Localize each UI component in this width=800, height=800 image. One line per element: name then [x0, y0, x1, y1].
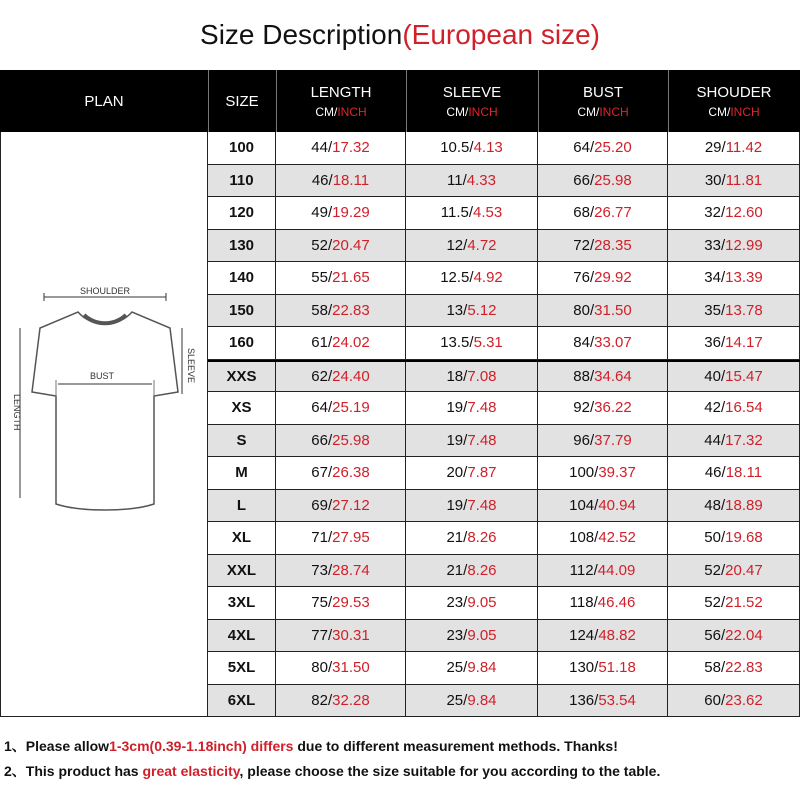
bust-cell: [538, 295, 668, 327]
length-cell: [276, 327, 406, 359]
bust-inch-value: 31.50: [594, 301, 632, 319]
shoulder-cm-value: 40/: [704, 367, 726, 385]
length-inch-value: 20.47: [332, 236, 370, 254]
bust-cell: [538, 457, 668, 489]
sleeve-cm-value: 11/: [447, 171, 467, 189]
sleeve-cm-value: 20/: [446, 464, 468, 482]
note-1-accent: 1-3cm(0.39-1.18inch) differs: [109, 738, 294, 754]
length-inch-value: 25.19: [332, 399, 370, 417]
bust-cell: [538, 392, 668, 424]
length-cm-value: 62/: [311, 367, 333, 385]
sleeve-cell: [406, 197, 538, 229]
size-cell: 3XL: [208, 587, 276, 619]
table-row: [208, 262, 800, 295]
length-inch-value: 17.32: [332, 139, 370, 157]
shoulder-cell: [668, 620, 800, 652]
bust-cell: [538, 652, 668, 684]
tshirt-icon: [0, 132, 206, 717]
bust-cm-value: 84/: [573, 334, 595, 352]
bust-inch-value: 48.82: [598, 626, 636, 644]
shoulder-label: SHOULDER: [79, 286, 131, 296]
size-cell: 5XL: [208, 652, 276, 684]
length-cell: [276, 555, 406, 587]
shoulder-cell: [668, 425, 800, 457]
length-cm-value: 66/: [311, 431, 333, 449]
sleeve-cell: [406, 362, 538, 392]
shoulder-cm-value: 44/: [704, 431, 726, 449]
shoulder-inch-value: 13.39: [725, 269, 763, 287]
table-row: [208, 587, 800, 620]
shoulder-inch-value: 19.68: [725, 529, 763, 547]
length-cm-value: 46/: [311, 171, 333, 189]
sleeve-inch-value: 8.26: [467, 529, 497, 547]
unit-inch: INCH: [468, 104, 498, 119]
sleeve-cm-value: 18/: [446, 367, 468, 385]
header-bust-label: BUST: [582, 83, 623, 101]
size-cell: L: [208, 490, 276, 522]
size-cell: 150: [208, 295, 276, 327]
note-1-prefix: 1、Please allow: [4, 738, 110, 754]
bust-label: BUST: [89, 371, 115, 381]
length-cell: [276, 620, 406, 652]
sleeve-cm-value: 13.5/: [440, 334, 474, 352]
shoulder-cm-value: 50/: [704, 529, 726, 547]
bust-inch-value: 39.37: [598, 464, 636, 482]
shoulder-cell: [668, 132, 800, 164]
shoulder-inch-value: 18.11: [725, 464, 763, 482]
shoulder-cm-value: 48/: [704, 496, 726, 514]
sleeve-cm-value: 25/: [446, 659, 468, 677]
bust-cell: [538, 685, 668, 717]
bust-cm-value: 96/: [573, 431, 595, 449]
note-2-accent: great elasticity: [142, 763, 240, 779]
size-cell: 4XL: [208, 620, 276, 652]
bust-cell: [538, 620, 668, 652]
table-row: [208, 327, 800, 360]
length-cm-value: 69/: [311, 496, 333, 514]
shoulder-cell: [668, 327, 800, 359]
table-row: [208, 132, 800, 165]
length-inch-value: 24.40: [332, 367, 370, 385]
sleeve-cm-value: 19/: [446, 431, 468, 449]
length-cell: [276, 490, 406, 522]
length-cell: [276, 392, 406, 424]
length-cm-value: 71/: [311, 529, 333, 547]
bust-cm-value: 66/: [573, 171, 595, 189]
unit-inch: INCH: [599, 104, 629, 119]
table-row: [208, 165, 800, 198]
bust-inch-value: 42.52: [598, 529, 636, 547]
bust-inch-value: 26.77: [594, 204, 632, 222]
sleeve-inch-value: 7.87: [467, 464, 497, 482]
bust-cm-value: 76/: [573, 269, 595, 287]
shoulder-cell: [668, 522, 800, 554]
sleeve-inch-value: 9.05: [467, 594, 497, 612]
sleeve-cell: [406, 295, 538, 327]
sleeve-cell: [406, 230, 538, 262]
bust-cm-value: 80/: [573, 301, 595, 319]
header-bust: [538, 70, 668, 132]
length-cell: [276, 522, 406, 554]
table-row: [208, 295, 800, 328]
length-cell: [276, 425, 406, 457]
bust-inch-value: 40.94: [598, 496, 636, 514]
length-cell: [276, 262, 406, 294]
bust-inch-value: 25.20: [594, 139, 632, 157]
length-inch-value: 31.50: [332, 659, 370, 677]
size-cell: 140: [208, 262, 276, 294]
sleeve-inch-value: 9.84: [467, 659, 497, 677]
shoulder-cell: [668, 490, 800, 522]
length-cm-value: 80/: [311, 659, 333, 677]
length-cm-value: 44/: [311, 139, 333, 157]
shoulder-inch-value: 13.78: [725, 301, 763, 319]
sleeve-cm-value: 10.5/: [440, 139, 474, 157]
bust-cell: [538, 230, 668, 262]
size-cell: S: [208, 425, 276, 457]
bust-inch-value: 37.79: [594, 431, 632, 449]
sleeve-cm-value: 23/: [446, 594, 468, 612]
size-table: [208, 132, 800, 717]
header-shoulder: [668, 70, 800, 132]
shoulder-cm-value: 30/: [704, 171, 726, 189]
shoulder-cell: [668, 362, 800, 392]
bust-cm-value: 68/: [573, 204, 595, 222]
sleeve-cm-value: 21/: [446, 561, 468, 579]
bust-cm-value: 124/: [569, 626, 599, 644]
header-plan-label: PLAN: [84, 92, 124, 110]
length-cell: [276, 457, 406, 489]
sleeve-cm-value: 12/: [446, 236, 468, 254]
shoulder-inch-value: 11.42: [725, 139, 763, 157]
bust-inch-value: 29.92: [594, 269, 632, 287]
sleeve-cell: [406, 165, 538, 197]
table-row: [208, 490, 800, 523]
sleeve-cell: [406, 392, 538, 424]
shoulder-cm-value: 52/: [704, 594, 726, 612]
bust-cell: [538, 197, 668, 229]
header-size: [208, 70, 276, 132]
sleeve-inch-value: 4.33: [466, 171, 496, 189]
bust-cell: [538, 587, 668, 619]
bust-cell: [538, 362, 668, 392]
size-cell: M: [208, 457, 276, 489]
sleeve-cm-value: 23/: [446, 626, 468, 644]
length-cm-value: 58/: [311, 301, 333, 319]
length-cell: [276, 230, 406, 262]
bust-inch-value: 34.64: [594, 367, 632, 385]
size-cell: 130: [208, 230, 276, 262]
sleeve-inch-value: 4.72: [467, 236, 497, 254]
shoulder-inch-value: 18.89: [725, 496, 763, 514]
length-cm-value: 61/: [311, 334, 333, 352]
length-cell: [276, 197, 406, 229]
length-inch-value: 32.28: [332, 691, 370, 709]
table-row: [208, 392, 800, 425]
sleeve-cell: [406, 522, 538, 554]
shoulder-cell: [668, 587, 800, 619]
size-cell: XXS: [208, 362, 276, 392]
sleeve-inch-value: 5.31: [473, 334, 503, 352]
sleeve-inch-value: 9.05: [467, 626, 497, 644]
unit-inch: INCH: [730, 104, 760, 119]
shoulder-cm-value: 29/: [704, 139, 726, 157]
length-inch-value: 27.95: [332, 529, 370, 547]
bust-inch-value: 44.09: [597, 561, 636, 579]
bust-cell: [538, 262, 668, 294]
size-cell: XXL: [208, 555, 276, 587]
unit-cm: CM/: [708, 104, 731, 119]
shoulder-inch-value: 15.47: [725, 367, 763, 385]
sleeve-cm-value: 11.5/: [440, 204, 474, 222]
size-cell: 160: [208, 327, 276, 359]
note-1-suffix: due to different measurement methods. Thanks!: [293, 738, 618, 754]
bust-cm-value: 130/: [569, 659, 599, 677]
size-cell: 100: [208, 132, 276, 164]
sleeve-cell: [406, 490, 538, 522]
note-2-suffix: , please choose the size suitable for you according to the table.: [239, 763, 661, 779]
length-cm-value: 64/: [311, 399, 333, 417]
shoulder-cell: [668, 230, 800, 262]
bust-cell: [538, 555, 668, 587]
table-row: [208, 425, 800, 458]
length-label: LENGTH: [12, 394, 22, 431]
sleeve-label: SLEEVE: [186, 348, 196, 384]
bust-cm-value: 88/: [573, 367, 595, 385]
note-2-prefix: 2、This product has: [4, 763, 143, 779]
sleeve-cm-value: 25/: [446, 691, 468, 709]
table-row: [208, 360, 800, 393]
shoulder-cm-value: 52/: [704, 561, 726, 579]
length-inch-value: 19.29: [332, 204, 370, 222]
header-size-label: SIZE: [225, 92, 259, 110]
bust-cm-value: 92/: [573, 399, 595, 417]
table-row: [208, 457, 800, 490]
table-row: [208, 197, 800, 230]
table-row: [208, 685, 800, 718]
table-row: [208, 230, 800, 263]
shoulder-inch-value: 22.83: [725, 659, 763, 677]
bust-cm-value: 112/: [569, 561, 598, 579]
note-1: [4, 736, 618, 756]
bust-cell: [538, 425, 668, 457]
bust-cm-value: 118/: [569, 594, 598, 612]
shoulder-inch-value: 12.99: [725, 236, 763, 254]
bust-cell: [538, 132, 668, 164]
size-cell: XS: [208, 392, 276, 424]
length-inch-value: 21.65: [332, 269, 370, 287]
shoulder-cm-value: 36/: [704, 334, 726, 352]
shoulder-inch-value: 21.52: [725, 594, 763, 612]
bust-cm-value: 108/: [569, 529, 599, 547]
length-inch-value: 30.31: [332, 626, 370, 644]
length-cell: [276, 165, 406, 197]
shoulder-cm-value: 35/: [704, 301, 726, 319]
length-inch-value: 27.12: [332, 496, 370, 514]
table-row: [208, 522, 800, 555]
shoulder-cm-value: 60/: [704, 691, 726, 709]
bust-cell: [538, 165, 668, 197]
sleeve-inch-value: 4.53: [473, 204, 503, 222]
table-row: [208, 652, 800, 685]
shoulder-cell: [668, 555, 800, 587]
sleeve-cell: [406, 555, 538, 587]
shoulder-cell: [668, 165, 800, 197]
length-inch-value: 24.02: [332, 334, 370, 352]
header-shoulder-label: SHOUDER: [696, 83, 772, 101]
unit-inch: INCH: [337, 104, 367, 119]
unit-cm: CM/: [315, 104, 338, 119]
header-sleeve-label: SLEEVE: [442, 83, 502, 101]
bust-inch-value: 36.22: [594, 399, 632, 417]
length-cell: [276, 587, 406, 619]
size-cell: 6XL: [208, 685, 276, 717]
shoulder-cm-value: 58/: [704, 659, 726, 677]
bust-cell: [538, 522, 668, 554]
length-inch-value: 29.53: [332, 594, 370, 612]
length-cm-value: 77/: [311, 626, 333, 644]
length-cm-value: 73/: [311, 561, 333, 579]
shoulder-cm-value: 56/: [704, 626, 726, 644]
shoulder-inch-value: 12.60: [725, 204, 763, 222]
bust-inch-value: 53.54: [598, 691, 636, 709]
sleeve-inch-value: 7.48: [467, 496, 497, 514]
sleeve-inch-value: 7.48: [467, 399, 497, 417]
unit-cm: CM/: [577, 104, 600, 119]
note-2: [4, 761, 660, 781]
table-row: [208, 620, 800, 653]
length-inch-value: 28.74: [332, 561, 370, 579]
length-inch-value: 26.38: [332, 464, 370, 482]
sleeve-inch-value: 4.92: [473, 269, 503, 287]
bust-cm-value: 104/: [569, 496, 599, 514]
header-length-label: LENGTH: [310, 83, 372, 101]
shoulder-cell: [668, 295, 800, 327]
shoulder-inch-value: 22.04: [725, 626, 763, 644]
bust-inch-value: 25.98: [594, 171, 632, 189]
size-cell: 110: [208, 165, 276, 197]
title-main: Size Description: [200, 19, 403, 50]
length-cell: [276, 362, 406, 392]
length-cell: [276, 295, 406, 327]
bust-cm-value: 100/: [569, 464, 599, 482]
length-cm-value: 82/: [311, 691, 333, 709]
sleeve-cm-value: 19/: [446, 496, 468, 514]
length-inch-value: 22.83: [332, 301, 370, 319]
sleeve-inch-value: 9.84: [467, 691, 497, 709]
bust-cm-value: 136/: [569, 691, 599, 709]
length-cell: [276, 652, 406, 684]
sleeve-cell: [406, 457, 538, 489]
length-cell: [276, 685, 406, 717]
unit-cm: CM/: [446, 104, 469, 119]
shoulder-inch-value: 17.32: [725, 431, 763, 449]
sleeve-cell: [406, 652, 538, 684]
length-cell: [276, 132, 406, 164]
sleeve-cell: [406, 685, 538, 717]
shoulder-cm-value: 46/: [704, 464, 726, 482]
header-length: [276, 70, 406, 132]
shoulder-inch-value: 20.47: [725, 561, 763, 579]
size-cell: 120: [208, 197, 276, 229]
shoulder-cell: [668, 652, 800, 684]
bust-inch-value: 28.35: [594, 236, 632, 254]
sleeve-cell: [406, 262, 538, 294]
shoulder-cm-value: 33/: [704, 236, 726, 254]
length-cm-value: 75/: [311, 594, 333, 612]
sleeve-cell: [406, 132, 538, 164]
shoulder-cell: [668, 262, 800, 294]
table-header: [0, 70, 800, 132]
shoulder-cm-value: 32/: [704, 204, 726, 222]
bust-inch-value: 46.46: [597, 594, 636, 612]
shoulder-cell: [668, 685, 800, 717]
bust-cm-value: 72/: [573, 236, 595, 254]
length-cm-value: 49/: [311, 204, 333, 222]
shoulder-inch-value: 11.81: [725, 171, 763, 189]
sleeve-cell: [406, 620, 538, 652]
length-inch-value: 18.11: [332, 171, 370, 189]
plan-diagram: [0, 132, 208, 717]
sleeve-cm-value: 21/: [446, 529, 468, 547]
bust-cm-value: 64/: [573, 139, 595, 157]
shoulder-cell: [668, 457, 800, 489]
length-cm-value: 52/: [311, 236, 333, 254]
header-sleeve: [406, 70, 538, 132]
bust-cell: [538, 490, 668, 522]
header-plan: [0, 70, 208, 132]
table-row: [208, 555, 800, 588]
shoulder-inch-value: 16.54: [725, 399, 763, 417]
sleeve-inch-value: 4.13: [473, 139, 503, 157]
size-cell: XL: [208, 522, 276, 554]
bust-inch-value: 51.18: [598, 659, 636, 677]
sleeve-cell: [406, 425, 538, 457]
sleeve-inch-value: 5.12: [467, 301, 497, 319]
bust-cell: [538, 327, 668, 359]
length-inch-value: 25.98: [332, 431, 370, 449]
shoulder-inch-value: 14.17: [725, 334, 763, 352]
shoulder-cm-value: 42/: [704, 399, 726, 417]
sleeve-cm-value: 13/: [446, 301, 468, 319]
shoulder-cell: [668, 392, 800, 424]
sleeve-cell: [406, 587, 538, 619]
page-title: [0, 0, 800, 70]
sleeve-cm-value: 19/: [446, 399, 468, 417]
title-accent: (European size): [402, 19, 600, 50]
sleeve-inch-value: 8.26: [467, 561, 497, 579]
shoulder-cell: [668, 197, 800, 229]
sleeve-inch-value: 7.08: [467, 367, 497, 385]
bust-inch-value: 33.07: [594, 334, 632, 352]
shoulder-cm-value: 34/: [704, 269, 726, 287]
length-cm-value: 55/: [311, 269, 333, 287]
sleeve-cm-value: 12.5/: [440, 269, 474, 287]
length-cm-value: 67/: [311, 464, 333, 482]
sleeve-cell: [406, 327, 538, 359]
shoulder-inch-value: 23.62: [725, 691, 763, 709]
sleeve-inch-value: 7.48: [467, 431, 497, 449]
